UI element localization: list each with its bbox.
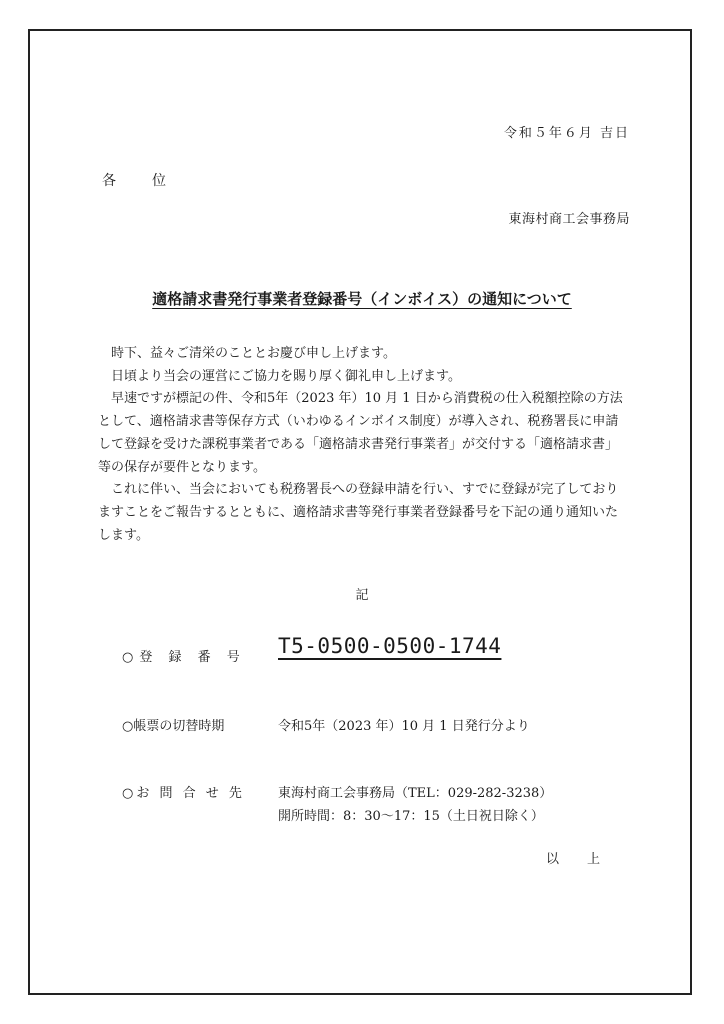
document-title: 適格請求書発行事業者登録番号（インボイス）の通知について — [152, 290, 572, 308]
closing-mark: 以上 — [545, 852, 628, 867]
switch-date-label: ○帳票の切替時期 — [122, 719, 225, 734]
contact-office-hours: 開所時間：8：30～17：15（土日祝日除く） — [278, 809, 544, 824]
contact-office-phone: 東海村商工会事務局（TEL：029-282-3238） — [278, 786, 553, 801]
ki-heading: 記 — [355, 588, 369, 603]
body-paragraph-greeting: 時下、益々ご清栄のこととお慶び申し上げます。 — [111, 346, 396, 361]
addressee: 各位 — [102, 173, 202, 189]
switch-date-value: 令和5年（2023 年）10 月 1 日発行分より — [278, 719, 530, 734]
body-paragraph-notice: これに伴い、当会においても税務署長への登録申請を行い、すでに登録が完了しておりますことをご報告するとともに、適格請求書等発行事業者登録番号を下記の通り通知いたします。 — [98, 482, 619, 543]
contact-label: ○お 問 合 せ 先 — [122, 786, 245, 801]
body-text — [98, 343, 628, 547]
body-paragraph-thanks: 日頃より当会の運営にご協力を賜り厚く御礼申し上げます。 — [111, 368, 461, 384]
registration-number-label: ○登 録 番 号 — [122, 650, 246, 665]
body-paragraph-invoice-system: 早速ですが標記の件、令和5年（2023 年）10 月 1 日から消費税の仕入税額控除の方法として、適格請求書等保存方式（いわゆるインボイス制度）が導入され、税務署長に申請して登録を受けた課税事業者である「適格請求書発行事業者」が交付する「適格請求書」等の保存が要件となります。 — [98, 391, 623, 475]
document-date: 令和５年６月 吉日 — [503, 126, 630, 141]
sender-name: 東海村商工会事務局 — [508, 212, 630, 227]
registration-number-value: T5-0500-0500-1744 — [278, 634, 502, 658]
